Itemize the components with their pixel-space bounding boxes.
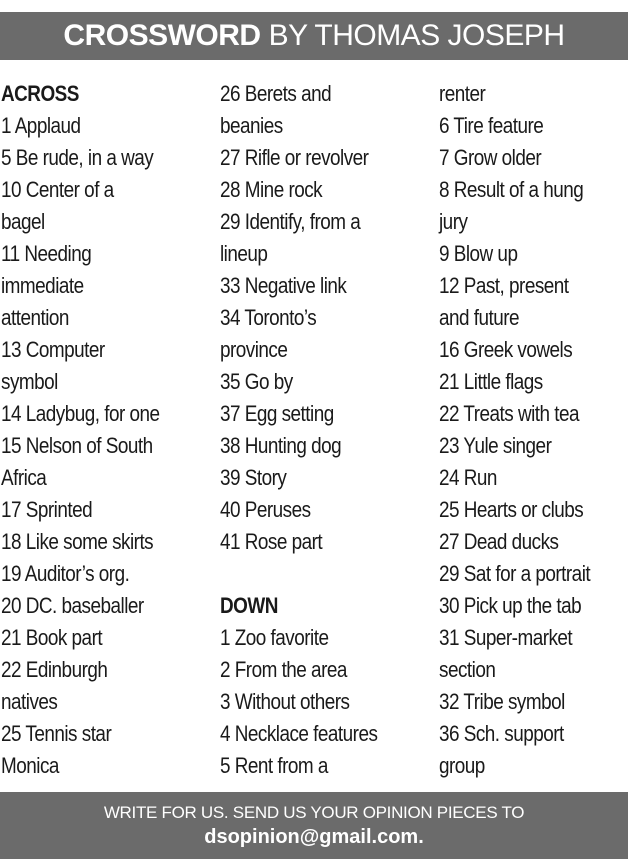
clue-column-1	[0, 78, 219, 782]
clue-line: 22 Treats with tea	[439, 401, 580, 426]
across-heading: ACROSS	[1, 81, 79, 106]
clue-line: 20 DC. baseballer	[1, 593, 144, 618]
clue-line: 40 Peruses	[220, 497, 311, 522]
clue-line: immediate	[1, 273, 84, 298]
clue-line: renter	[439, 81, 486, 106]
clue-line: 27 Rifle or revolver	[220, 145, 369, 170]
clue-line: 6 Tire feature	[439, 113, 544, 138]
clue-line: 38 Hunting dog	[220, 433, 342, 458]
clue-line: natives	[1, 689, 58, 714]
clue-line: 26 Berets and	[220, 81, 332, 106]
clue-line: section	[439, 657, 496, 682]
footer-invite: WRITE FOR US. SEND US YOUR OPINION PIECES TO	[103, 802, 525, 822]
clue-line: 16 Greek vowels	[439, 337, 573, 362]
clue-line: 2 From the area	[220, 657, 347, 682]
across-clue-list-continued	[220, 78, 438, 558]
clue-line: beanies	[220, 113, 283, 138]
clue-line: lineup	[220, 241, 268, 266]
clue-line: 10 Center of a	[1, 177, 114, 202]
clue-line: 4 Necklace features	[220, 721, 378, 746]
clue-line: province	[220, 337, 288, 362]
clue-line: 30 Pick up the tab	[439, 593, 582, 618]
clue-line: 41 Rose part	[220, 529, 323, 554]
across-clue-list	[1, 110, 219, 782]
clue-column-2	[219, 78, 438, 782]
clue-line: 37 Egg setting	[220, 401, 334, 426]
header-title-bold: CROSSWORD	[63, 19, 261, 52]
clue-line: 35 Go by	[220, 369, 293, 394]
header-title-rest: BY THOMAS JOSEPH	[268, 19, 565, 52]
clue-line: 18 Like some skirts	[1, 529, 154, 554]
page-header	[0, 12, 628, 60]
clue-line: 12 Past, present	[439, 273, 569, 298]
clue-line: 29 Identify, from a	[220, 209, 361, 234]
clue-line: 36 Sch. support	[439, 721, 564, 746]
clue-line: 31 Super-market	[439, 625, 573, 650]
clue-line: 13 Computer	[1, 337, 105, 362]
clue-line: 15 Nelson of South	[1, 433, 153, 458]
clue-line: 1 Applaud	[1, 113, 81, 138]
clue-line: 25 Hearts or clubs	[439, 497, 584, 522]
clue-line: bagel	[1, 209, 45, 234]
clue-line: 21 Little flags	[439, 369, 543, 394]
clue-line: and future	[439, 305, 520, 330]
clue-line: 1 Zoo favorite	[220, 625, 329, 650]
clue-line: 11 Needing	[1, 241, 92, 266]
clue-line: 5 Be rude, in a way	[1, 145, 154, 170]
clue-line: 22 Edinburgh	[1, 657, 108, 682]
clue-line: 28 Mine rock	[220, 177, 323, 202]
clue-line: 5 Rent from a	[220, 753, 328, 778]
clue-line: 25 Tennis star	[1, 721, 112, 746]
down-clue-list-continued	[439, 78, 628, 782]
clue-line: Monica	[1, 753, 59, 778]
clue-columns	[0, 78, 628, 780]
clue-line: attention	[1, 305, 69, 330]
clue-line: 8 Result of a hung	[439, 177, 584, 202]
clue-line: 9 Blow up	[439, 241, 518, 266]
clue-line: 23 Yule singer	[439, 433, 552, 458]
page-footer	[0, 792, 628, 859]
down-clue-list	[220, 622, 438, 782]
clue-line: 29 Sat for a portrait	[439, 561, 591, 586]
clue-line: symbol	[1, 369, 58, 394]
clue-line: 3 Without others	[220, 689, 350, 714]
footer-email[interactable]: dsopinion@gmail.com.	[204, 825, 424, 848]
clue-line: 19 Auditor’s org.	[1, 561, 130, 586]
clue-line: group	[439, 753, 485, 778]
clue-column-3	[438, 78, 628, 782]
clue-line: jury	[439, 209, 468, 234]
clue-line: 27 Dead ducks	[439, 529, 559, 554]
clue-line: 21 Book part	[1, 625, 103, 650]
clue-line: 34 Toronto’s	[220, 305, 317, 330]
clue-line: 24 Run	[439, 465, 497, 490]
clue-line: 7 Grow older	[439, 145, 542, 170]
clue-line: 39 Story	[220, 465, 287, 490]
down-heading: DOWN	[220, 593, 278, 618]
clue-line: Africa	[1, 465, 47, 490]
clue-line: 32 Tribe symbol	[439, 689, 565, 714]
clue-line: 33 Negative link	[220, 273, 347, 298]
clue-line: 14 Ladybug, for one	[1, 401, 160, 426]
clue-line: 17 Sprinted	[1, 497, 93, 522]
